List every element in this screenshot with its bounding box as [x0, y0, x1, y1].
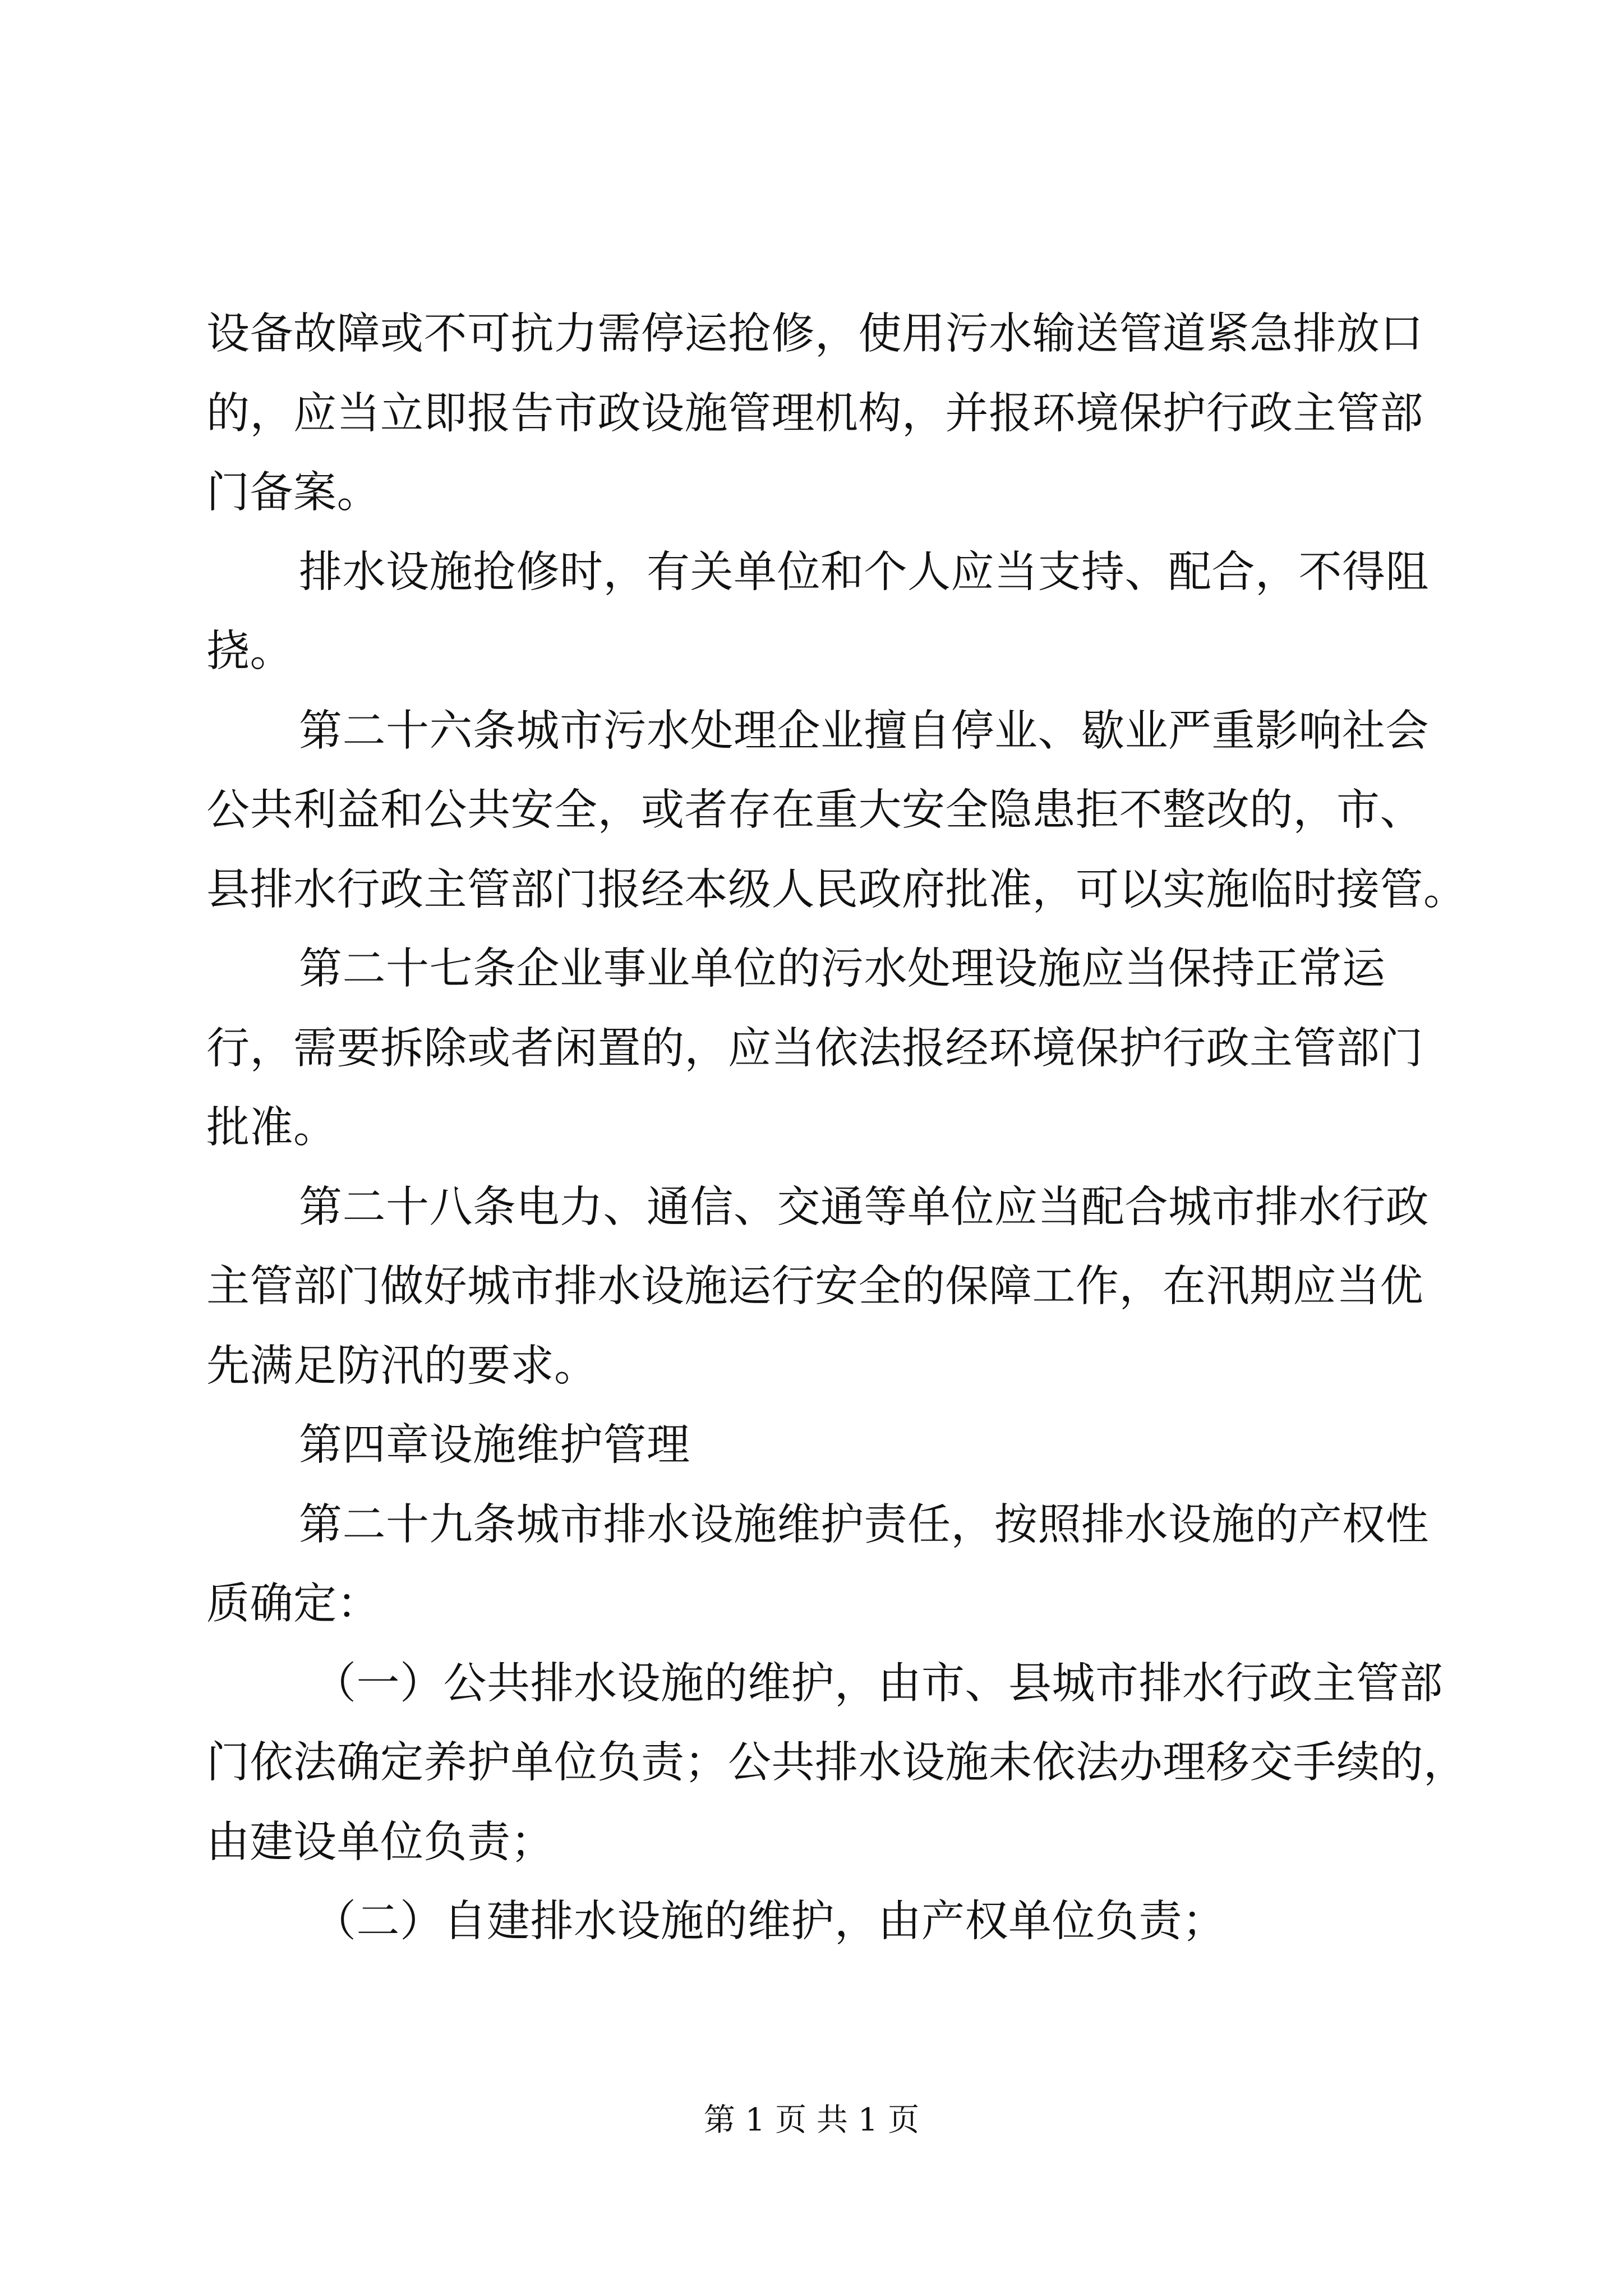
text-line: 行，需要拆除或者闲置的，应当依法报经环境保护行政主管部门: [206, 1023, 1423, 1074]
text-line: 挠。: [206, 627, 293, 677]
article-27-start: 第二十七条企业事业单位的污水处理设施应当保持正常运: [299, 944, 1386, 994]
text-line: 由建设单位负责；: [206, 1817, 554, 1867]
article-28-start: 第二十八条电力、通信、交通等单位应当配合城市排水行政: [299, 1182, 1429, 1232]
text-line: 门依法确定养护单位负责；公共排水设施未依法办理移交手续的，: [206, 1738, 1467, 1788]
list-item-1-start: （一）公共排水设施的维护，由市、县城市排水行政主管部: [313, 1658, 1443, 1709]
page-number-footer: 第 1 页 共 1 页: [703, 2102, 920, 2138]
text-line: 设备故障或不可抗力需停运抢修，使用污水输送管道紧急排放口: [206, 309, 1423, 359]
text-line: 主管部门做好城市排水设施运行安全的保障工作，在汛期应当优: [206, 1262, 1423, 1312]
article-26-start: 第二十六条城市污水处理企业擅自停业、歇业严重影响社会: [299, 706, 1429, 756]
text-line: 质确定：: [206, 1579, 380, 1629]
text-line: 的，应当立即报告市政设施管理机构，并报环境保护行政主管部: [206, 388, 1423, 439]
text-line: 公共利益和公共安全，或者存在重大安全隐患拒不整改的，市、: [206, 785, 1423, 835]
article-29-start: 第二十九条城市排水设施维护责任，按照排水设施的产权性: [299, 1499, 1429, 1550]
text-line: 县排水行政主管部门报经本级人民政府批准，可以实施临时接管。: [206, 864, 1467, 915]
text-line: 批准。: [206, 1103, 337, 1153]
text-line: 门备案。: [206, 468, 380, 518]
text-line: 先满足防汛的要求。: [206, 1341, 598, 1391]
list-item-2: （二）自建排水设施的维护，由产权单位负责；: [313, 1897, 1226, 1947]
chapter-4-heading: 第四章设施维护管理: [299, 1420, 690, 1470]
paragraph-start: 排水设施抢修时，有关单位和个人应当支持、配合，不得阻: [299, 547, 1429, 597]
document-body: [206, 295, 1467, 1962]
